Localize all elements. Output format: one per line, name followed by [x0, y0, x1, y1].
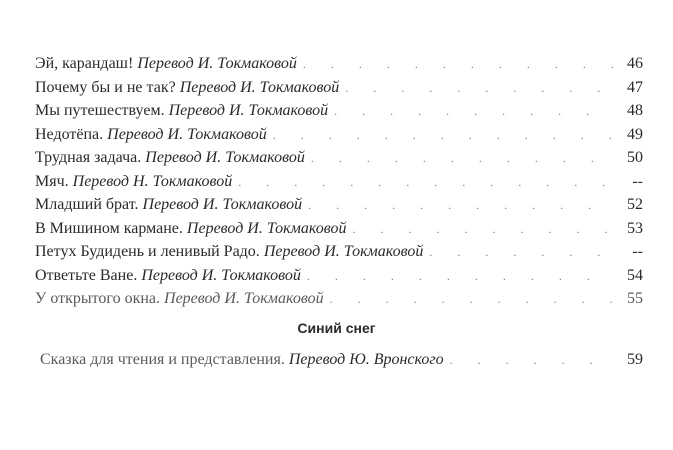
entry-title: Мяч. [35, 172, 69, 190]
entry-translator: Перевод И. Токмаковой [179, 78, 340, 96]
dot-leader [238, 171, 613, 195]
entry-page: 59 [627, 351, 643, 368]
section-contents [40, 348, 643, 372]
toc-entry [35, 99, 643, 123]
entry-page: -- [632, 243, 643, 260]
toc-entry [35, 76, 643, 100]
entry-page: 49 [627, 125, 643, 143]
entry-translator: Перевод Н. Токмаковой [72, 172, 233, 190]
dot-leader [330, 288, 613, 312]
toc-entry [35, 240, 643, 264]
entry-title: Почему бы и не так? [35, 78, 176, 96]
toc-entry [35, 52, 643, 76]
entry-page: -- [632, 172, 643, 190]
toc-entry [35, 170, 643, 194]
entry-translator: Перевод И. Токмаковой [164, 290, 324, 307]
dot-leader [273, 124, 613, 148]
entry-title: Недотёпа. [35, 125, 104, 143]
dot-leader [429, 241, 613, 265]
entry-page: 48 [627, 102, 643, 119]
dot-leader [303, 53, 613, 77]
toc-entry [35, 217, 643, 241]
entry-translator: Перевод И. Токмаковой [145, 149, 305, 166]
dot-leader [450, 349, 613, 373]
toc-entry [35, 287, 643, 311]
entry-translator: Перевод И. Токмаковой [142, 196, 303, 213]
toc-entry [40, 348, 643, 372]
toc-entry [35, 264, 643, 288]
entry-page: 47 [627, 78, 643, 96]
dot-leader [345, 77, 613, 101]
entry-page: 53 [627, 219, 643, 237]
toc-entry [35, 193, 643, 217]
entry-page: 52 [627, 196, 643, 213]
entry-title: Петух Будидень и ленивый Радо. [35, 243, 260, 260]
dot-leader [308, 194, 613, 218]
entry-title: Сказка для чтения и представления. [40, 351, 285, 368]
entry-translator: Перевод И. Токмаковой [168, 102, 329, 119]
entry-translator: Перевод И. Токмаковой [107, 125, 267, 143]
entry-translator: Перевод И. Токмаковой [137, 55, 297, 72]
entry-translator: Перевод И. Токмаковой [263, 243, 424, 260]
table-of-contents [35, 52, 643, 311]
entry-page: 50 [627, 149, 643, 166]
section-heading: Синий снег [297, 320, 376, 336]
entry-title: В Мишином кармане. [35, 219, 183, 237]
entry-page: 46 [627, 55, 643, 72]
dot-leader [334, 100, 613, 124]
entry-translator: Перевод И. Токмаковой [141, 266, 301, 284]
entry-title: Младший брат. [35, 196, 139, 213]
dot-leader [307, 265, 613, 289]
entry-title: Трудная задача. [35, 149, 142, 166]
toc-entry [35, 146, 643, 170]
entry-page: 55 [627, 290, 643, 307]
dot-leader [311, 147, 613, 171]
entry-title: Мы путешествуем. [35, 102, 165, 119]
toc-entry [35, 123, 643, 147]
entry-title: Ответьте Ване. [35, 266, 138, 284]
entry-page: 54 [627, 266, 643, 284]
dot-leader [352, 218, 613, 242]
entry-title: Эй, карандаш! [35, 55, 134, 72]
entry-title: У открытого окна. [35, 290, 161, 307]
entry-translator: Перевод Ю. Вронского [288, 351, 444, 368]
entry-translator: Перевод И. Токмаковой [186, 219, 347, 237]
